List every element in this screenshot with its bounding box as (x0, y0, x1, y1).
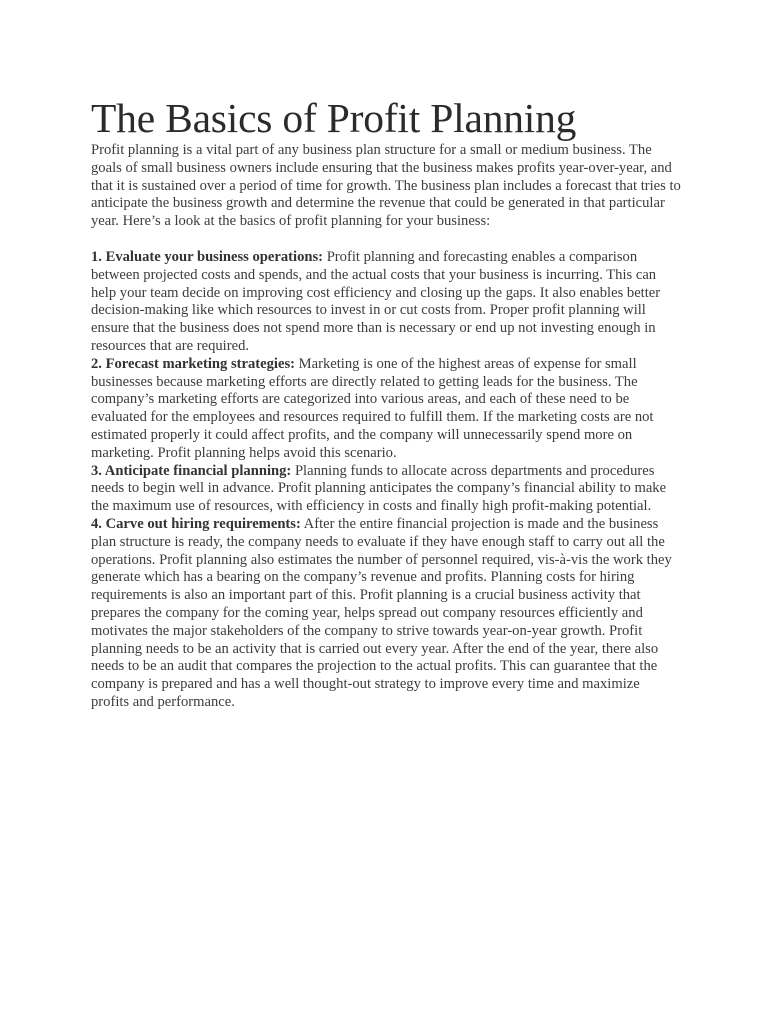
list-item-forecast-marketing (91, 356, 681, 463)
list-item-text: Profit planning and forecasting enables a comparison between projected costs and spends, and the actual costs that your business is incurring. This can help your team decide on improving cost efficiency and closing up the gaps. It also enables better decision-making like which resources to invest in or cut costs from. Proper profit planning will ensure that the business does not spend more than is necessary or end up not investing enough in resources that are required. (91, 248, 661, 354)
list-item-text: Planning funds to allocate across departments and procedures needs to begin well in advance. Profit planning anticipates the company’s financial ability to make the maximum use of resources, with efficiency in costs and finally high profit-making potential. (91, 462, 667, 515)
list-item-text: Marketing is one of the highest areas of expense for small businesses because marketing efforts are directly related to getting leads for the business. The company’s marketing efforts are categorized into various areas, and each of these need to be evaluated for the employees and resources required to fulfill them. If the marketing costs are not estimated properly it could affect profits, and the company will unnecessarily spend more on marketing. Profit planning helps avoid this scenario. (91, 355, 654, 461)
paragraph-spacer (91, 231, 681, 249)
list-item-heading: 1. Evaluate your business operations: (91, 248, 324, 265)
intro-paragraph: Profit planning is a vital part of any business plan structure for a small or medium business. The goals of small business owners include ensuring that the business makes profits year-over-year, and that it is sustained over a period of time for growth. The business plan includes a forecast that tries to anticipate the business growth and determine the revenue that could be generated in that particular year. Here’s a look at the basics of profit planning for your business: (91, 142, 681, 230)
list-item-hiring-requirements (91, 516, 681, 712)
list-item-financial-planning (91, 463, 681, 516)
list-item-heading: 2. Forecast marketing strategies: (91, 355, 295, 372)
list-item-heading: 4. Carve out hiring requirements: (91, 515, 301, 532)
document-page (91, 94, 681, 712)
list-item-evaluate-operations (91, 249, 681, 356)
document-title: The Basics of Profit Planning (91, 95, 577, 141)
list-item-text: After the entire financial projection is made and the business plan structure is ready, the company needs to evaluate if they have enough staff to carry out all the operations. Profit planning also estimates the number of personnel required, vis-à-vis the work they generate which has a bearing on the company’s revenue and profits. Planning costs for hiring requirements is also an important part of this. Profit planning is a crucial business activity that prepares the company for the coming year, helps spread out company resources efficiently and motivates the major stakeholders of the company to strive towards year-on-year growth. Profit planning needs to be an activity that is carried out every year. After the end of the year, there also needs to be an audit that compares the projection to the actual profits. This can guarantee that the company is prepared and has a well thought-out strategy to improve every time and maximize profits and performance. (91, 515, 672, 710)
list-item-heading: 3. Anticipate financial planning: (91, 462, 292, 479)
